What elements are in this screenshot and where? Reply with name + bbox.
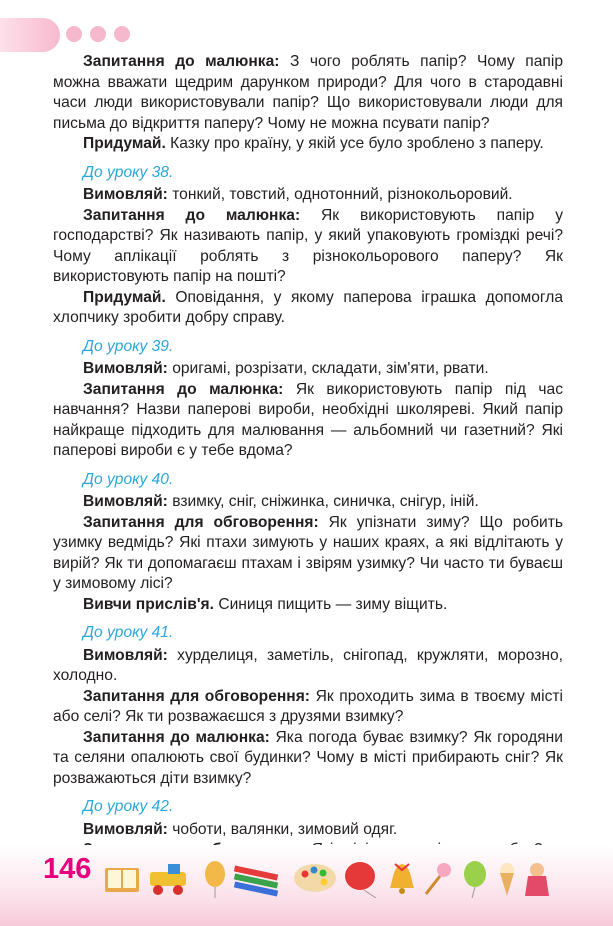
balloon-icon xyxy=(202,860,228,898)
paragraph-text: Яка погода буває взимку? Як городяни та селяни опалюють свої будинки? Чому в місті прибирають сніг? Як розважаються діти взимку? xyxy=(53,728,563,787)
lesson-heading: До уроку 41. xyxy=(83,624,174,641)
paragraph xyxy=(53,380,563,462)
paragraph-label: Запитання до малюнка: xyxy=(83,206,301,224)
header-dot xyxy=(66,26,82,42)
ice-cream-icon xyxy=(496,860,518,898)
lesson-heading: До уроку 40. xyxy=(83,470,174,488)
paragraph xyxy=(53,52,563,134)
paragraph-text: Як проходить зима в твоєму місті або селі? Як ти розважаєшся з друзями взимку? xyxy=(53,687,564,725)
paragraph-label: Запитання для обговорення: xyxy=(83,513,319,531)
paragraph xyxy=(53,728,563,790)
paragraph-label: Вимовляй: xyxy=(83,820,168,838)
paragraph-text: оригамі, розрізати, складати, зім'яти, рвати. xyxy=(167,360,489,377)
paragraph-text: тонкий, товстий, однотонний, різнокольоровий. xyxy=(167,186,513,203)
paragraph xyxy=(53,687,563,728)
paragraph xyxy=(53,513,563,595)
footer-illustrations xyxy=(102,860,562,900)
paragraph-text: З чого роблять папір? Чому папір можна вважати щедрим дарунком природи? Для чого в стародавні часи люди використовували папір? Що використовували люди для письма до відкриття паперу? Чому не можна псувати папір? xyxy=(53,53,563,132)
lesson-heading: До уроку 38. xyxy=(83,163,174,181)
paragraph-text: Як використовують папір під час навчання? Назви паперові вироби, необхідні школяреві. Який папір найкраще підходить для малювання — альбомний чи газетний? Які паперові вироби є у тебе вдома? xyxy=(53,380,563,459)
paragraph-label: Вимовляй: xyxy=(83,186,168,203)
paragraph-label: Запитання до малюнка: xyxy=(83,728,270,746)
lesson-heading: До уроку 39. xyxy=(83,337,174,355)
paragraph-text: чоботи, валянки, зимовий одяг. xyxy=(167,820,398,838)
paint-palette-icon xyxy=(292,860,338,896)
green-balloon-icon xyxy=(460,860,490,898)
paragraph-text: Казку про країну, у якій усе було зроблено з паперу. xyxy=(165,135,544,152)
page-number: 146 xyxy=(43,853,92,885)
bell-icon xyxy=(387,860,417,898)
paragraph-text: Як використовують папір у господарстві? Як називають папір, у який упаковують громіздкі речі? Чому аплікації роблять з різнокольорового паперу? Як використовують папір на пошті? xyxy=(53,206,563,285)
paragraph-label: Вимовляй: xyxy=(83,360,168,377)
header-dot xyxy=(114,26,130,42)
paragraph-label: Вивчи прислів'я. xyxy=(83,595,214,613)
page-content xyxy=(53,52,563,861)
paragraph xyxy=(53,206,563,288)
paragraph xyxy=(53,646,563,687)
header-decoration-bar xyxy=(0,18,60,52)
paragraph-label: Запитання до малюнка: xyxy=(83,53,280,70)
paragraph-label: Вимовляй: xyxy=(83,646,168,664)
red-balloon-icon xyxy=(342,860,382,898)
paragraph xyxy=(53,492,563,513)
paragraph-text: взимку, сніг, сніжинка, синичка, снігур, іній. xyxy=(167,493,479,510)
paragraph-text: Оповідання, у якому паперова іграшка допомогла хлопчику зробити добру справу. xyxy=(53,288,563,326)
lesson-heading: До уроку 42. xyxy=(83,798,174,815)
paragraph-label: Вимовляй: xyxy=(83,493,168,510)
paragraph xyxy=(53,595,563,616)
paragraph xyxy=(53,185,563,206)
paragraph-label: Придумай. xyxy=(83,288,166,306)
doll-icon xyxy=(522,860,552,898)
paragraph xyxy=(53,359,563,380)
rattle-icon xyxy=(422,860,454,898)
paragraph xyxy=(53,288,563,329)
paragraph-text: хурделиця, заметіль, снігопад, кружляти, морозно, холодно. xyxy=(53,646,563,684)
header-dot xyxy=(90,26,106,42)
paragraph-label: Придумай. xyxy=(83,135,166,152)
toy-train-icon xyxy=(146,860,194,898)
paragraph-label: Запитання до малюнка: xyxy=(83,380,284,398)
paragraph xyxy=(53,134,563,155)
paragraph-label: Запитання для обговорення: xyxy=(83,687,310,705)
pencils-icon xyxy=(232,860,284,898)
book-icon xyxy=(102,860,142,896)
paragraph-text: Як упізнати зиму? Що робить узимку ведмідь? Які птахи зимують у наших краях, а які відлітають у вирій? Як ти допомагаєш птахам і звірям узимку? Чи часто ти буваєш у зимовому лісі? xyxy=(53,513,563,592)
paragraph-text: Синиця пищить — зиму віщить. xyxy=(213,595,448,613)
paragraph xyxy=(53,820,563,841)
